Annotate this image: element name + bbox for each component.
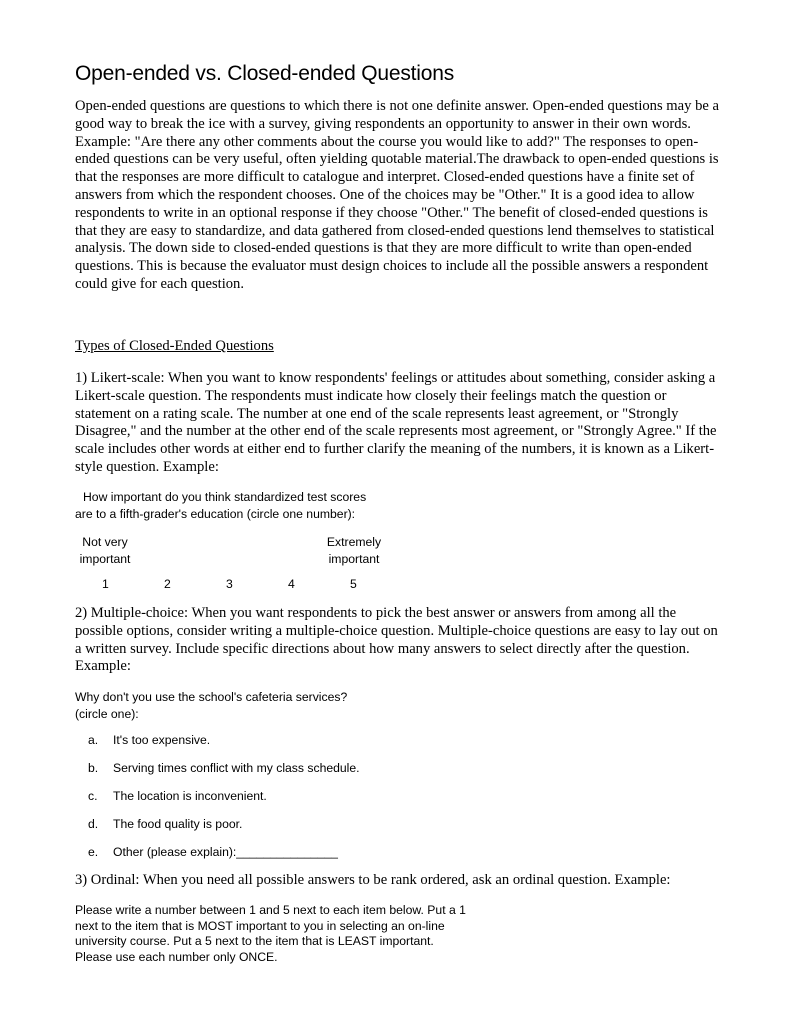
likert-low-label-line-1: Not very [82, 535, 128, 549]
mc-question-line-1: Why don't you use the school's cafeteria services? [75, 690, 348, 704]
mc-option-text: The food quality is poor. [113, 817, 243, 831]
intro-paragraph: Open-ended questions are questions to which there is not one definite answer. Open-ended questions may be a good way to break the ice with a survey, giving respondents an opportunity to answer in their own words. Example: "Are there any other comments about the course you would like to add?" The responses to open-ended questions can be very useful, often yielding quotable material.The drawback to open-ended questions is that the responses are more difficult to catalogue and interpret. Closed-ended questions have a finite set of answers from which the respondent chooses. One of the choices may be "Other." It is a good idea to allow respondents to write in an optional response if they choose "Other." The benefit of closed-ended questions is that they are easy to standardize, and data gathered from closed-ended questions lend themselves to statistical analysis. The down side to closed-ended questions is that they are more difficult to write than open-ended questions. This is because the evaluator must design choices to include all the possible answers a respondent could give for each question. [75, 98, 719, 292]
likert-scale-option[interactable]: 4 [288, 577, 295, 591]
mc-option-text: Serving times conflict with my class schedule. [113, 761, 360, 775]
mc-option-text: It's too expensive. [113, 733, 211, 747]
likert-low-label [70, 534, 140, 567]
likert-low-label-line-2: important [79, 551, 131, 566]
likert-high-label-line-1: Extremely [326, 535, 382, 549]
mc-option-text: Other (please explain):_______________ [113, 845, 338, 859]
multiple-choice-description: 2) Multiple-choice: When you want respondents to pick the best answer or answers from among all the possible options, consider writing a multiple-choice question. Multiple-choice questions are easy to lay out on a written survey. Include specific directions about how many answers to select directly after the question. Example: [75, 605, 718, 675]
mc-option-letter: b. [88, 761, 99, 775]
mc-question-line-2: (circle one): [75, 706, 139, 721]
mc-option[interactable] [88, 844, 338, 861]
ordinal-example [75, 903, 515, 965]
likert-question-line-1: How important do you think standardized test scores [83, 490, 367, 504]
multiple-choice-example-question [75, 689, 395, 722]
likert-scale-option[interactable]: 2 [164, 577, 171, 591]
mc-option-letter: e. [88, 845, 99, 859]
mc-option[interactable] [88, 732, 210, 749]
likert-scale-option[interactable]: 1 [102, 577, 109, 591]
likert-description: 1) Likert-scale: When you want to know respondents' feelings or attitudes about something, consider asking a Likert-scale question. The respondents must indicate how closely their feelings match the question or statement on a rating scale. The number at one end of the scale represents least agreement, or "Strongly Disagree," and the number at the other end of the scale represents most agreement, or "Strongly Agree." If the scale includes other words at either end to further clarify the meaning of the numbers, it is known as a Likert-style question. Example: [75, 370, 717, 475]
ordinal-example-line-3: university course. Put a 5 next to the item that is LEAST important. [75, 934, 434, 948]
likert-example-question [75, 489, 395, 522]
likert-question-line-2: are to a fifth-grader's education (circle one number): [75, 506, 356, 521]
mc-option-letter: a. [88, 733, 99, 747]
likert-scale-option[interactable]: 3 [226, 577, 233, 591]
page-title: Open-ended vs. Closed-ended Questions [75, 62, 455, 85]
mc-option[interactable] [88, 788, 267, 805]
mc-option[interactable] [88, 760, 360, 777]
ordinal-example-line-1: Please write a number between 1 and 5 next to each item below. Put a 1 [75, 903, 466, 917]
ordinal-example-line-4: Please use each number only ONCE. [75, 949, 278, 964]
likert-scale-option[interactable]: 5 [350, 577, 357, 591]
mc-option-text: The location is inconvenient. [113, 789, 267, 803]
mc-option-letter: c. [88, 789, 98, 803]
types-heading: Types of Closed-Ended Questions [75, 338, 274, 354]
mc-option-letter: d. [88, 817, 99, 831]
ordinal-example-line-2: next to the item that is MOST important to you in selecting an on-line [75, 918, 445, 933]
mc-option[interactable] [88, 816, 242, 833]
likert-high-label-line-2: important [328, 551, 380, 566]
ordinal-description: 3) Ordinal: When you need all possible answers to be rank ordered, ask an ordinal question. Example: [75, 872, 671, 888]
likert-high-label [315, 534, 393, 567]
